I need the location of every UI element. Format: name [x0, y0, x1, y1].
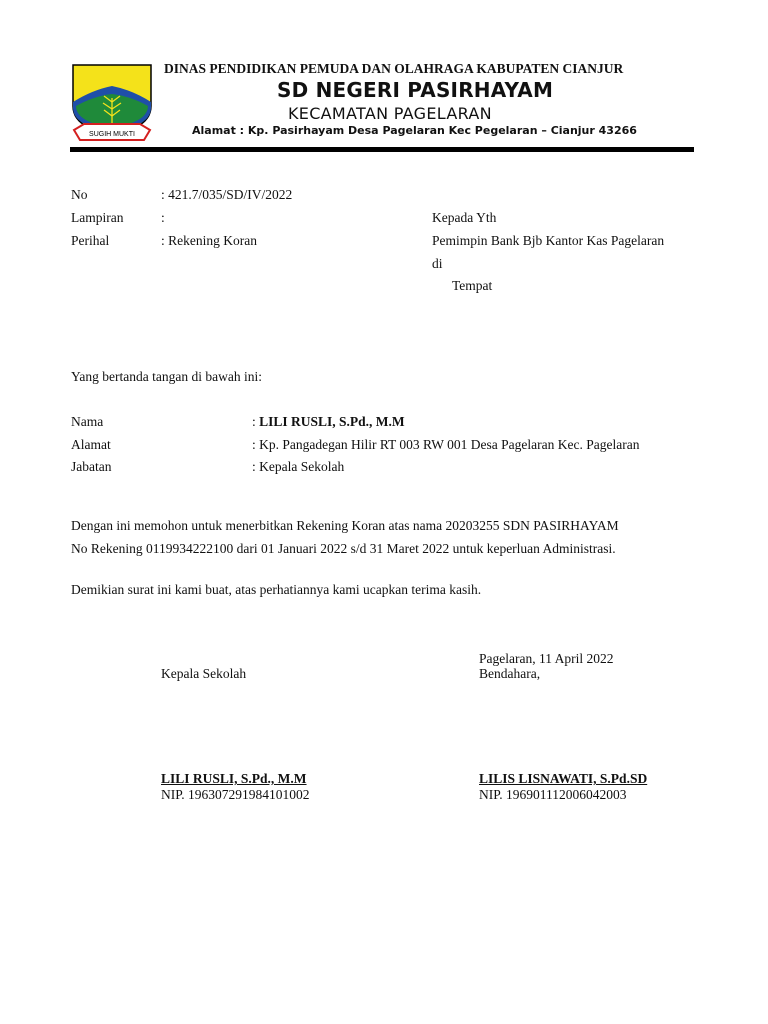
place-date: Pagelaran, 11 April 2022	[479, 651, 614, 666]
perihal-label: Perihal	[71, 233, 110, 248]
request-line-2: No Rekening 0119934222100 dari 01 Januari 2022 s/d 31 Maret 2022 untuk keperluan Administrasi.	[71, 541, 616, 556]
right-signer-title: Bendahara,	[479, 666, 541, 681]
request-line-1: Dengan ini memohon untuk menerbitkan Rekening Koran atas nama 20203255 SDN PASIRHAYAM	[71, 518, 619, 533]
left-signer-name: LILI RUSLI, S.Pd., M.M	[161, 771, 307, 786]
left-signer-nip: NIP. 196307291984101002	[161, 787, 310, 802]
recipient-salutation: Kepada Yth	[432, 210, 497, 225]
recipient-di: di	[432, 256, 443, 271]
closing-text: Demikian surat ini kami buat, atas perhatiannya kami ucapkan terima kasih.	[71, 582, 482, 597]
right-signer-nip: NIP. 196901112006042003	[479, 787, 627, 802]
alamat-value: : Kp. Pangadegan Hilir RT 003 RW 001 Desa Pagelaran Kec. Pagelaran	[252, 437, 640, 452]
alamat-label: Alamat	[71, 437, 111, 452]
nama-label: Nama	[71, 414, 104, 429]
right-signer-name: LILIS LISNAWATI, S.Pd.SD	[479, 771, 648, 786]
no-label: No	[71, 187, 88, 202]
regency-logo	[70, 62, 154, 144]
letterhead-divider	[70, 147, 694, 152]
nama-colon: :	[252, 414, 260, 429]
nama-field	[252, 414, 405, 430]
school-address: Alamat : Kp. Pasirhayam Desa Pagelaran Kec Pegelaran – Cianjur 43266	[192, 124, 637, 137]
no-value: : 421.7/035/SD/IV/2022	[161, 187, 293, 202]
nama-value: LILI RUSLI, S.Pd., M.M	[259, 414, 405, 429]
jabatan-label: Jabatan	[71, 459, 112, 474]
agency-name: DINAS PENDIDIKAN PEMUDA DAN OLAHRAGA KABUPATEN CIANJUR	[164, 61, 624, 76]
lampiran-label: Lampiran	[71, 210, 124, 225]
lampiran-value: :	[161, 210, 165, 225]
perihal-value: : Rekening Koran	[161, 233, 257, 248]
recipient-place: Tempat	[452, 278, 493, 293]
logo-motto: SUGIH MUKTI	[89, 131, 135, 138]
intro-text: Yang bertanda tangan di bawah ini:	[71, 369, 262, 384]
district-name: KECAMATAN PAGELARAN	[288, 104, 492, 123]
recipient-name: Pemimpin Bank Bjb Kantor Kas Pagelaran	[432, 233, 665, 248]
school-name: SD NEGERI PASIRHAYAM	[277, 78, 554, 102]
left-signer-title: Kepala Sekolah	[161, 666, 247, 681]
jabatan-value: : Kepala Sekolah	[252, 459, 345, 474]
